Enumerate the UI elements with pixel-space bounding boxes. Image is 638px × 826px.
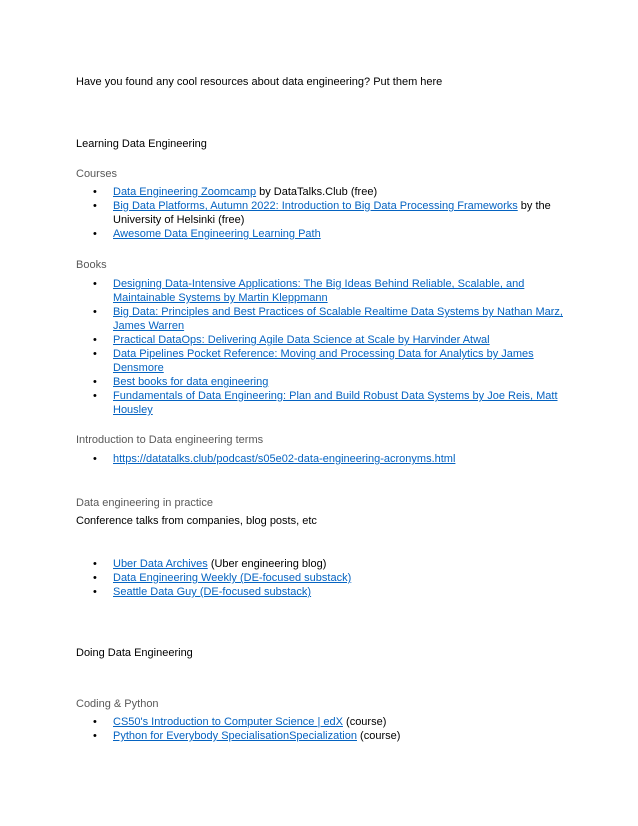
list-item: [76, 227, 576, 241]
list-item: [76, 199, 576, 227]
practice-subtitle: Conference talks from companies, blog posts, etc: [76, 515, 317, 527]
list-item: [76, 389, 576, 417]
list-item: [76, 571, 576, 585]
list-item: [76, 185, 576, 199]
list-item: [76, 347, 576, 375]
book-link[interactable]: Best books for data engineering: [113, 376, 269, 388]
coding-heading: Coding & Python: [76, 698, 159, 710]
practice-link[interactable]: Data Engineering Weekly (DE-focused substack): [113, 572, 352, 584]
coding-suffix: (course): [342, 716, 387, 728]
practice-heading: Data engineering in practice: [76, 497, 213, 509]
course-link[interactable]: Data Engineering Zoomcamp: [113, 186, 257, 198]
book-link[interactable]: Big Data: Principles and Best Practices of Scalable Realtime Data Systems by Nathan Marz, James Warren: [113, 306, 563, 332]
book-link[interactable]: Data Pipelines Pocket Reference: Moving and Processing Data for Analytics by James Densmore: [113, 348, 534, 374]
course-suffix: by DataTalks.Club (free): [256, 186, 378, 198]
book-link[interactable]: Designing Data-Intensive Applications: The Big Ideas Behind Reliable, Scalable, and Maintainable Systems by Martin Kleppmann: [113, 278, 525, 304]
practice-link[interactable]: Uber Data Archives: [113, 558, 208, 570]
intro-text: Have you found any cool resources about data engineering? Put them here: [76, 76, 443, 88]
practice-link[interactable]: Seattle Data Guy (DE-focused substack): [113, 586, 312, 598]
coding-link[interactable]: Python for Everybody SpecialisationSpecialization: [113, 730, 357, 742]
learning-title: Learning Data Engineering: [76, 138, 207, 150]
course-suffix: by the University of Helsinki (free): [113, 200, 551, 226]
practice-suffix: (Uber engineering blog): [207, 558, 327, 570]
coding-suffix: (course): [356, 730, 401, 742]
list-item: [76, 452, 576, 466]
list-item: [76, 277, 576, 305]
list-item: [76, 585, 576, 599]
list-item: [76, 557, 576, 571]
coding-list: [76, 715, 576, 743]
courses-list: [76, 185, 576, 241]
doing-title: Doing Data Engineering: [76, 647, 193, 659]
list-item: [76, 729, 576, 743]
list-item: [76, 715, 576, 729]
list-item: [76, 333, 576, 347]
course-link[interactable]: Big Data Platforms, Autumn 2022: Introduction to Big Data Processing Frameworks: [113, 200, 518, 212]
course-link[interactable]: Awesome Data Engineering Learning Path: [113, 228, 321, 240]
terms-link[interactable]: https://datatalks.club/podcast/s05e02-data-engineering-acronyms.html: [113, 453, 456, 465]
books-list: [76, 277, 576, 417]
coding-link[interactable]: CS50's Introduction to Computer Science | edX: [113, 716, 343, 728]
book-link[interactable]: Practical DataOps: Delivering Agile Data Science at Scale by Harvinder Atwal: [113, 334, 490, 346]
courses-heading: Courses: [76, 168, 117, 180]
book-link[interactable]: Fundamentals of Data Engineering: Plan and Build Robust Data Systems by Joe Reis, Matt Housley: [113, 390, 558, 416]
terms-list: [76, 452, 576, 466]
terms-heading: Introduction to Data engineering terms: [76, 434, 264, 446]
list-item: [76, 305, 576, 333]
list-item: [76, 375, 576, 389]
practice-list: [76, 557, 576, 599]
books-heading: Books: [76, 259, 107, 271]
